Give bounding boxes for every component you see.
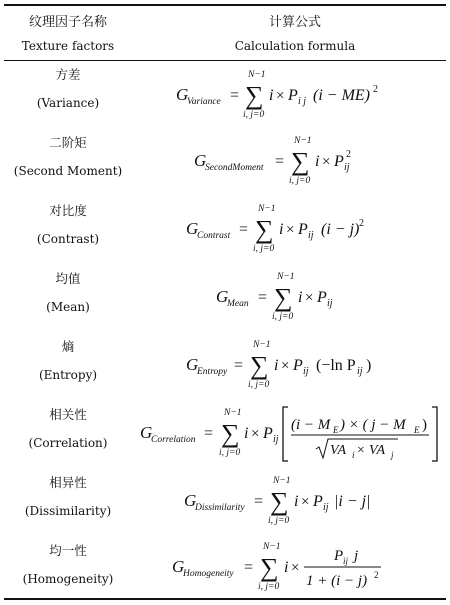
absolute-difference: |i − j|: [334, 493, 371, 510]
formula-second-moment: [136, 130, 450, 197]
symbol-p: P: [317, 289, 327, 306]
corr-numerator-close: ): [422, 417, 427, 433]
times-sign: ×: [251, 426, 260, 442]
log-subscript-ij: ij: [357, 366, 363, 377]
times-sign: ×: [286, 222, 295, 238]
factor-name-zh: 二阶矩: [49, 135, 87, 150]
exponent-two: 2: [346, 149, 351, 160]
hom-numerator-j: j: [354, 548, 359, 564]
summation-sign: ∑: [291, 147, 310, 176]
summation-sign: ∑: [270, 487, 289, 516]
subscript-name: Variance: [187, 97, 221, 107]
symbol-p: P: [288, 87, 298, 104]
corr-den-sub-j: j: [391, 450, 394, 460]
summation-sign: ∑: [250, 351, 269, 380]
symbol-p: P: [293, 357, 303, 374]
factor-name-en: (Dissimilarity): [24, 504, 112, 518]
corr-numerator-start: (i − M: [291, 417, 331, 433]
equals-sign: =: [254, 493, 264, 510]
summation-sign: ∑: [274, 283, 293, 312]
times-sign: ×: [276, 88, 285, 104]
header-col1-zh: 纹理因子名称: [28, 15, 107, 30]
symbol-i: i: [279, 221, 284, 238]
factor-name-cell: [0, 266, 136, 333]
equals-sign: =: [275, 153, 285, 170]
corr-den-sub-i: i: [352, 450, 355, 460]
times-sign: ×: [322, 154, 331, 170]
summation-sign: ∑: [260, 553, 279, 582]
table-row-mean: [0, 266, 450, 333]
sum-upper-limit: N−1: [263, 542, 281, 552]
table-row-homogeneity: [0, 538, 450, 605]
factor-name-cell: [0, 538, 136, 605]
subscript-ij: ij: [344, 162, 350, 173]
factor-name-en: (Entropy): [38, 368, 98, 382]
entropy-log: (−ln P: [316, 357, 356, 374]
formula-entropy: [136, 334, 450, 401]
factor-name-zh: 相异性: [49, 475, 87, 490]
subscript-ij: i j: [298, 96, 307, 107]
factor-name-en: (Second Moment): [13, 164, 123, 178]
symbol-p: P: [334, 153, 344, 170]
factor-name-zh: 熵: [61, 339, 75, 354]
symbol-i: i: [294, 493, 299, 510]
sum-lower-limit: i, j=0: [289, 176, 311, 186]
times-sign: ×: [305, 290, 314, 306]
subscript-ij: ij: [303, 366, 309, 377]
formula-homogeneity: [136, 538, 450, 605]
sum-lower-limit: i, j=0: [219, 448, 241, 458]
times-sign: ×: [291, 560, 300, 576]
sum-upper-limit: N−1: [248, 70, 266, 80]
times-sign: ×: [281, 358, 290, 374]
factor-name-cell: [0, 130, 136, 197]
factor-name-cell: [0, 62, 136, 129]
left-bracket: [283, 407, 288, 461]
table-row-second-moment: [0, 130, 450, 197]
corr-sub-e1: E: [333, 425, 339, 435]
symbol-i: i: [269, 87, 274, 104]
factor-name-en: (Mean): [46, 300, 90, 314]
entropy-close-paren: ): [366, 357, 372, 374]
sum-lower-limit: i, j=0: [243, 110, 265, 120]
equals-sign: =: [239, 221, 249, 238]
formula-contrast-svg: [136, 198, 450, 265]
symbol-g: G: [186, 219, 199, 238]
sum-lower-limit: i, j=0: [258, 582, 280, 592]
subscript-ij: ij: [323, 502, 329, 513]
symbol-g: G: [216, 287, 229, 306]
hom-numerator-p: P: [334, 548, 344, 564]
subscript-name: Entropy: [197, 367, 228, 377]
sum-upper-limit: N−1: [273, 476, 291, 486]
sum-lower-limit: i, j=0: [248, 380, 270, 390]
times-sign: ×: [301, 494, 310, 510]
subscript-name: Dissimilarity: [195, 503, 245, 513]
factor-name-zh: 均一性: [49, 543, 87, 558]
formula-variance: [136, 62, 450, 129]
corr-den-va2: × VA: [356, 443, 386, 458]
equals-sign: =: [258, 289, 268, 306]
subscript-name: Mean: [227, 299, 249, 309]
symbol-i: i: [315, 153, 320, 170]
equals-sign: =: [204, 425, 214, 442]
table-row-entropy: [0, 334, 450, 401]
symbol-g: G: [140, 423, 153, 442]
right-bracket: [432, 407, 437, 461]
subscript-name: Contrast: [197, 231, 231, 241]
equals-sign: =: [234, 357, 244, 374]
factor-name-cell: [0, 470, 136, 537]
formula-contrast: [136, 198, 450, 265]
header-calculation-formula: [140, 14, 450, 55]
subscript-name: SecondMoment: [205, 163, 264, 173]
equals-sign: =: [244, 559, 254, 576]
subscript-ij: ij: [308, 230, 314, 241]
symbol-g: G: [186, 355, 199, 374]
symbol-p: P: [313, 493, 323, 510]
variance-tail: (i − ME): [313, 87, 370, 104]
formula-dissimilarity: [136, 470, 450, 537]
factor-name-cell: [0, 334, 136, 401]
sum-lower-limit: i, j=0: [253, 244, 275, 254]
formula-mean-svg: [136, 266, 450, 333]
formula-correlation-svg: [136, 402, 450, 469]
sum-upper-limit: N−1: [224, 408, 242, 418]
summation-sign: ∑: [255, 215, 274, 244]
table-bottom-rule: [4, 598, 446, 600]
factor-name-zh: 均值: [55, 271, 81, 286]
header-col2-en: Calculation formula: [234, 39, 356, 53]
sum-lower-limit: i, j=0: [268, 516, 290, 526]
table-row-correlation: [0, 402, 450, 469]
sum-upper-limit: N−1: [253, 340, 271, 350]
header-col2-zh: 计算公式: [268, 15, 321, 30]
subscript-name: Correlation: [151, 435, 196, 445]
formula-homogeneity-svg: [136, 538, 450, 598]
hom-denominator: 1 + (i − j): [306, 573, 368, 589]
formula-entropy-svg: [136, 334, 450, 401]
corr-den-va1: VA: [330, 443, 347, 458]
factor-name-cell: [0, 402, 136, 469]
equals-sign: =: [230, 87, 240, 104]
symbol-g: G: [194, 151, 207, 170]
subscript-name: Homogeneity: [183, 569, 234, 579]
symbol-i: i: [274, 357, 279, 374]
sum-upper-limit: N−1: [277, 272, 295, 282]
summation-sign: ∑: [221, 419, 240, 448]
formula-second-moment-svg: [136, 130, 450, 197]
factor-name-en: (Contrast): [36, 232, 100, 246]
symbol-i: i: [284, 559, 289, 576]
factor-name-zh: 对比度: [49, 203, 87, 218]
subscript-ij: ij: [273, 434, 279, 445]
table-row-variance: [0, 62, 450, 129]
exponent-two: 2: [359, 218, 364, 229]
corr-sub-e2: E: [414, 425, 420, 435]
formula-mean: [136, 266, 450, 333]
hom-exponent-two: 2: [374, 570, 379, 580]
table-row-contrast: [0, 198, 450, 265]
summation-sign: ∑: [245, 81, 264, 110]
sum-upper-limit: N−1: [258, 204, 276, 214]
sum-lower-limit: i, j=0: [272, 312, 294, 322]
table-row-dissimilarity: [0, 470, 450, 537]
table-top-rule: [4, 4, 446, 6]
subscript-ij: ij: [327, 298, 333, 309]
symbol-g: G: [172, 557, 185, 576]
factor-name-en: (Variance): [36, 96, 100, 110]
symbol-i: i: [244, 425, 249, 442]
symbol-p: P: [263, 425, 273, 442]
formula-dissimilarity-svg: [136, 470, 450, 537]
symbol-g: G: [176, 85, 189, 104]
exponent-two: 2: [373, 84, 378, 95]
sum-upper-limit: N−1: [294, 136, 312, 146]
header-col1-en: Texture factors: [21, 39, 115, 53]
formula-correlation: [136, 402, 450, 469]
factor-name-cell: [0, 198, 136, 265]
header-texture-factors: [0, 14, 136, 55]
symbol-p: P: [298, 221, 308, 238]
factor-name-zh: 方差: [55, 67, 81, 82]
table-header-rule: [4, 60, 446, 61]
factor-name-en: (Homogeneity): [22, 572, 114, 586]
factor-name-en: (Correlation): [28, 436, 108, 450]
factor-name-zh: 相关性: [49, 407, 87, 422]
formula-variance-svg: [136, 62, 450, 129]
contrast-tail: (i − j): [321, 221, 360, 238]
symbol-i: i: [298, 289, 303, 306]
hom-numerator-sub-ij: ij: [343, 556, 349, 566]
symbol-g: G: [184, 491, 197, 510]
corr-numerator-mid: ) × ( j − M: [340, 417, 406, 433]
